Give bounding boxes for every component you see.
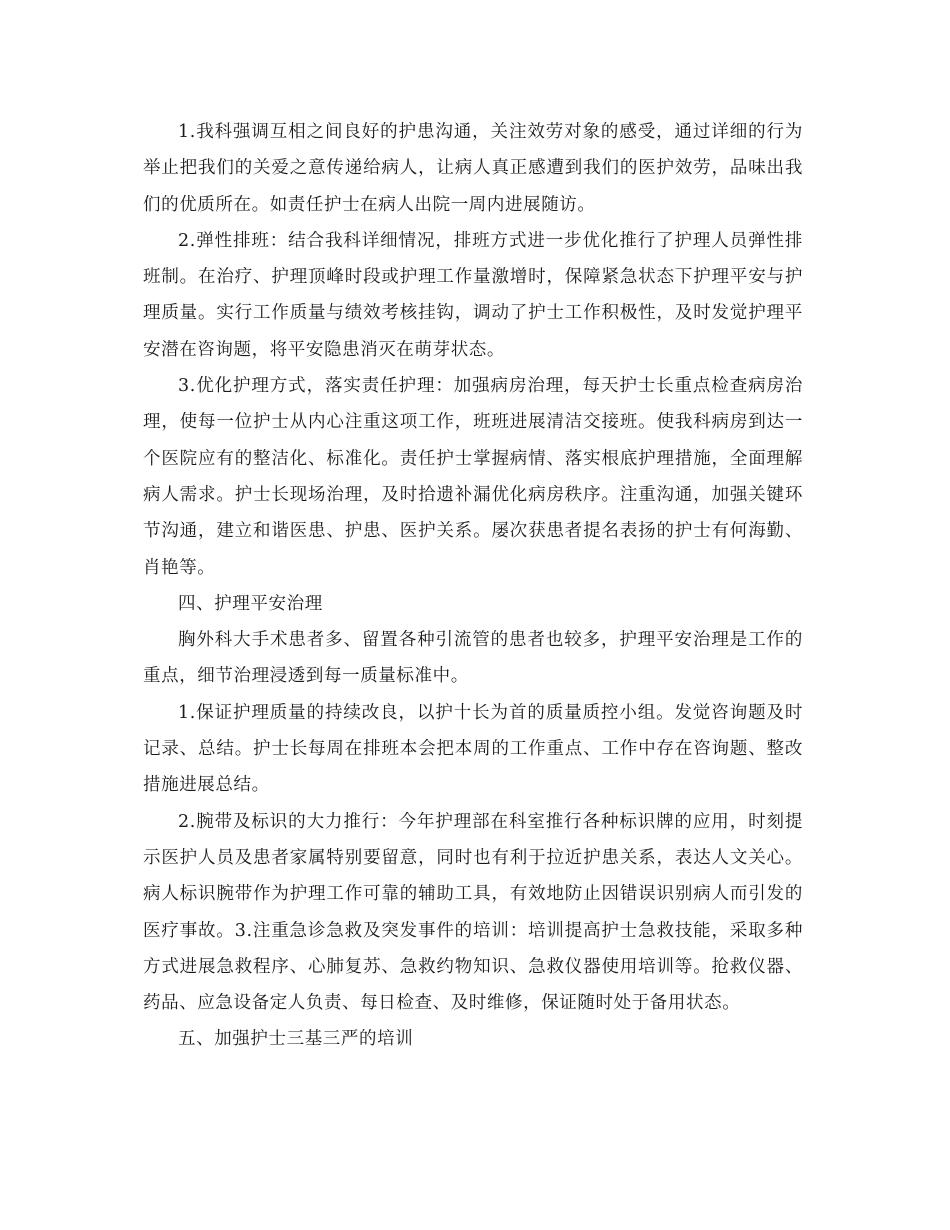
paragraph-quality-improvement: 1.保证护理质量的持续改良，以护十长为首的质量质控小组。发觉咨询题及时记录、总结。护士长每周在排班本会把本周的工作重点、工作中存在咨询题、整改措施进展总结。 [143, 702, 803, 796]
paragraph-communication: 1.我科强调互相之间良好的护患沟通，关注效劳对象的感受，通过详细的行为举止把我们的关爱之意传递给病人，让病人真正感遭到我们的医护效劳，品味出我们的优质所在。如责任护士在病人出院一周内进展随访。 [143, 122, 803, 215]
paragraph-wristband-identification: 2.腕带及标识的大力推行：今年护理部在科室推行各种标识牌的应用，时刻提示医护人员及患者家属特别要留意，同时也有利于拉近护患关系，表达人文关心。病人标识腕带作为护理工作可靠的辅助工具，有效地防止因错误识别病人而引发的医疗事故。3.注重急诊急救及突发事件的培训：培训提高护士急救技能，采取多种方式进展急救程序、心肺复苏、急救约物知识、急救仪器使用培训等。抢救仪器、药品、应急设备定人负责、每日检查、及时维修，保证随时处于备用状态。 [143, 811, 803, 1014]
section-heading-training: 五、加强护士三基三严的培训 [178, 1029, 414, 1050]
paragraph-safety-intro: 胸外科大手术患者多、留置各种引流管的患者也较多，护理平安治理是工作的重点，细节治理浸透到每一质量标准中。 [143, 630, 803, 687]
document-body [143, 114, 803, 1058]
section-heading-safety: 四、护理平安治理 [178, 593, 323, 614]
paragraph-flexible-scheduling: 2.弹性排班：结合我科详细情况，排班方式进一步优化推行了护理人员弹性排班制。在治疗、护理顶峰时段或护理工作量激增时，保障紧急状态下护理平安与护理质量。实行工作质量与绩效考核挂钩，调动了护士工作积极性，及时发觉护理平安潜在咨询题，将平安隐患消灭在萌芽状态。 [143, 230, 803, 360]
paragraph-responsibility-nursing: 3.优化护理方式，落实责任护理：加强病房治理，每天护士长重点检查病房治理，使每一位护士从内心注重这项工作，班班进展清洁交接班。使我科病房到达一个医院应有的整洁化、标准化。责任护士掌握病情、落实根底护理措施，全面理解病人需求。护士长现场治理，及时拾遗补漏优化病房秩序。注重沟通，加强关键环节沟通，建立和谐医患、护患、医护关系。屡次获患者提名表扬的护士有何海勤、肖艳等。 [143, 376, 803, 578]
